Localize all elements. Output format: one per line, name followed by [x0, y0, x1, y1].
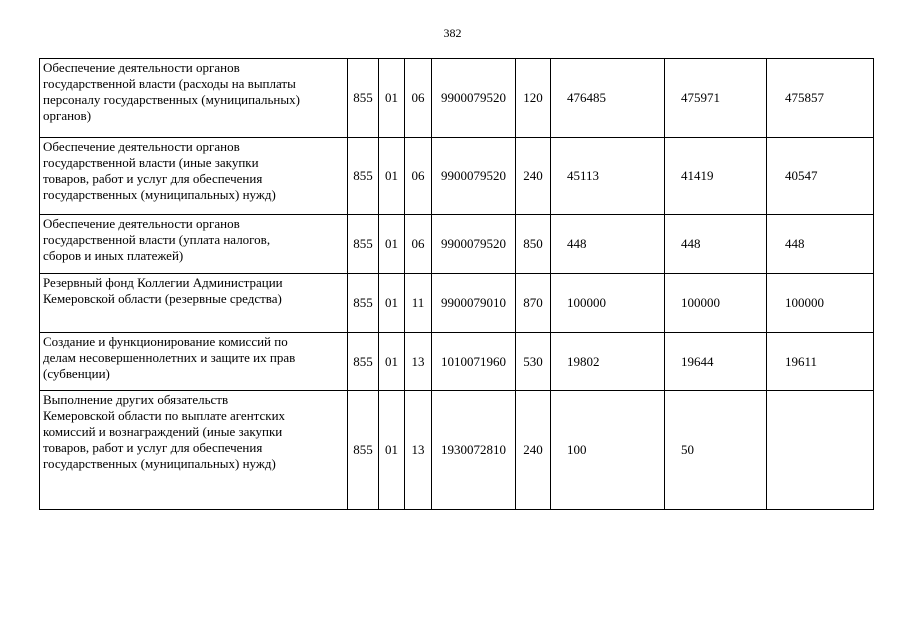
description-line: государственной власти (уплата налогов, — [43, 232, 271, 247]
page-number: 382 — [443, 26, 462, 40]
cell-description — [40, 138, 348, 215]
description-line: государственной власти (расходы на выплаты — [43, 76, 296, 91]
cell-description — [40, 333, 348, 391]
cell-amount-year2: 448 — [665, 215, 767, 274]
description-line: государственных (муниципальных) нужд) — [43, 187, 276, 202]
description-line: сборов и иных платежей) — [43, 248, 184, 263]
cell-csr: 9900079010 — [432, 274, 516, 333]
description-line: Выполнение других обязательств — [43, 392, 229, 407]
description-line: (субвенции) — [43, 366, 110, 381]
cell-description — [40, 59, 348, 138]
cell-rz: 01 — [379, 59, 405, 138]
cell-amount-year1: 100000 — [551, 274, 665, 333]
cell-gr: 855 — [348, 274, 379, 333]
cell-amount-year1: 19802 — [551, 333, 665, 391]
description-line: делам несовершеннолетних и защите их прав — [43, 350, 296, 365]
cell-csr: 9900079520 — [432, 59, 516, 138]
cell-vr: 530 — [516, 333, 551, 391]
cell-amount-year2: 50 — [665, 391, 767, 510]
description-line: Резервный фонд Коллегии Администрации — [43, 275, 283, 290]
cell-amount-year3: 40547 — [767, 138, 874, 215]
description-line: Создание и функционирование комиссий по — [43, 334, 288, 349]
cell-vr: 850 — [516, 215, 551, 274]
cell-rz: 01 — [379, 391, 405, 510]
cell-rz: 01 — [379, 138, 405, 215]
cell-amount-year1: 100 — [551, 391, 665, 510]
cell-gr: 855 — [348, 215, 379, 274]
table-row — [40, 59, 874, 138]
cell-description — [40, 274, 348, 333]
description-line: Кемеровской области по выплате агентских — [43, 408, 286, 423]
cell-vr: 240 — [516, 391, 551, 510]
description-line: государственной власти (иные закупки — [43, 155, 259, 170]
table-body — [40, 59, 874, 510]
cell-amount-year3: 100000 — [767, 274, 874, 333]
cell-amount-year3: 19611 — [767, 333, 874, 391]
description-line: персоналу государственных (муниципальных) — [43, 92, 300, 107]
cell-amount-year3: 448 — [767, 215, 874, 274]
cell-description — [40, 215, 348, 274]
cell-csr: 9900079520 — [432, 138, 516, 215]
cell-csr: 1930072810 — [432, 391, 516, 510]
table-row — [40, 215, 874, 274]
cell-amount-year2: 475971 — [665, 59, 767, 138]
cell-gr: 855 — [348, 59, 379, 138]
description-line: комиссий и вознаграждений (иные закупки — [43, 424, 283, 439]
description-line: государственных (муниципальных) нужд) — [43, 456, 276, 471]
description-line: Обеспечение деятельности органов — [43, 60, 240, 75]
cell-csr: 1010071960 — [432, 333, 516, 391]
table-row — [40, 274, 874, 333]
description-line: товаров, работ и услуг для обеспечения — [43, 440, 263, 455]
cell-amount-year3: 475857 — [767, 59, 874, 138]
table-row — [40, 391, 874, 510]
cell-amount-year2: 100000 — [665, 274, 767, 333]
cell-gr: 855 — [348, 391, 379, 510]
cell-pr: 11 — [405, 274, 432, 333]
cell-rz: 01 — [379, 215, 405, 274]
cell-vr: 870 — [516, 274, 551, 333]
table-row — [40, 333, 874, 391]
cell-pr: 13 — [405, 333, 432, 391]
cell-csr: 9900079520 — [432, 215, 516, 274]
cell-pr: 06 — [405, 215, 432, 274]
cell-vr: 240 — [516, 138, 551, 215]
cell-pr: 06 — [405, 138, 432, 215]
cell-gr: 855 — [348, 333, 379, 391]
cell-pr: 06 — [405, 59, 432, 138]
description-line: Обеспечение деятельности органов — [43, 216, 240, 231]
cell-amount-year2: 41419 — [665, 138, 767, 215]
cell-gr: 855 — [348, 138, 379, 215]
cell-rz: 01 — [379, 274, 405, 333]
description-line: Обеспечение деятельности органов — [43, 139, 240, 154]
cell-amount-year1: 45113 — [551, 138, 665, 215]
cell-pr: 13 — [405, 391, 432, 510]
description-line: Кемеровской области (резервные средства) — [43, 291, 282, 306]
cell-amount-year3 — [767, 391, 874, 510]
cell-amount-year2: 19644 — [665, 333, 767, 391]
budget-table — [39, 58, 874, 510]
description-line: товаров, работ и услуг для обеспечения — [43, 171, 263, 186]
cell-vr: 120 — [516, 59, 551, 138]
cell-amount-year1: 448 — [551, 215, 665, 274]
cell-description — [40, 391, 348, 510]
table-row — [40, 138, 874, 215]
cell-rz: 01 — [379, 333, 405, 391]
cell-amount-year1: 476485 — [551, 59, 665, 138]
description-line: органов) — [43, 108, 92, 123]
